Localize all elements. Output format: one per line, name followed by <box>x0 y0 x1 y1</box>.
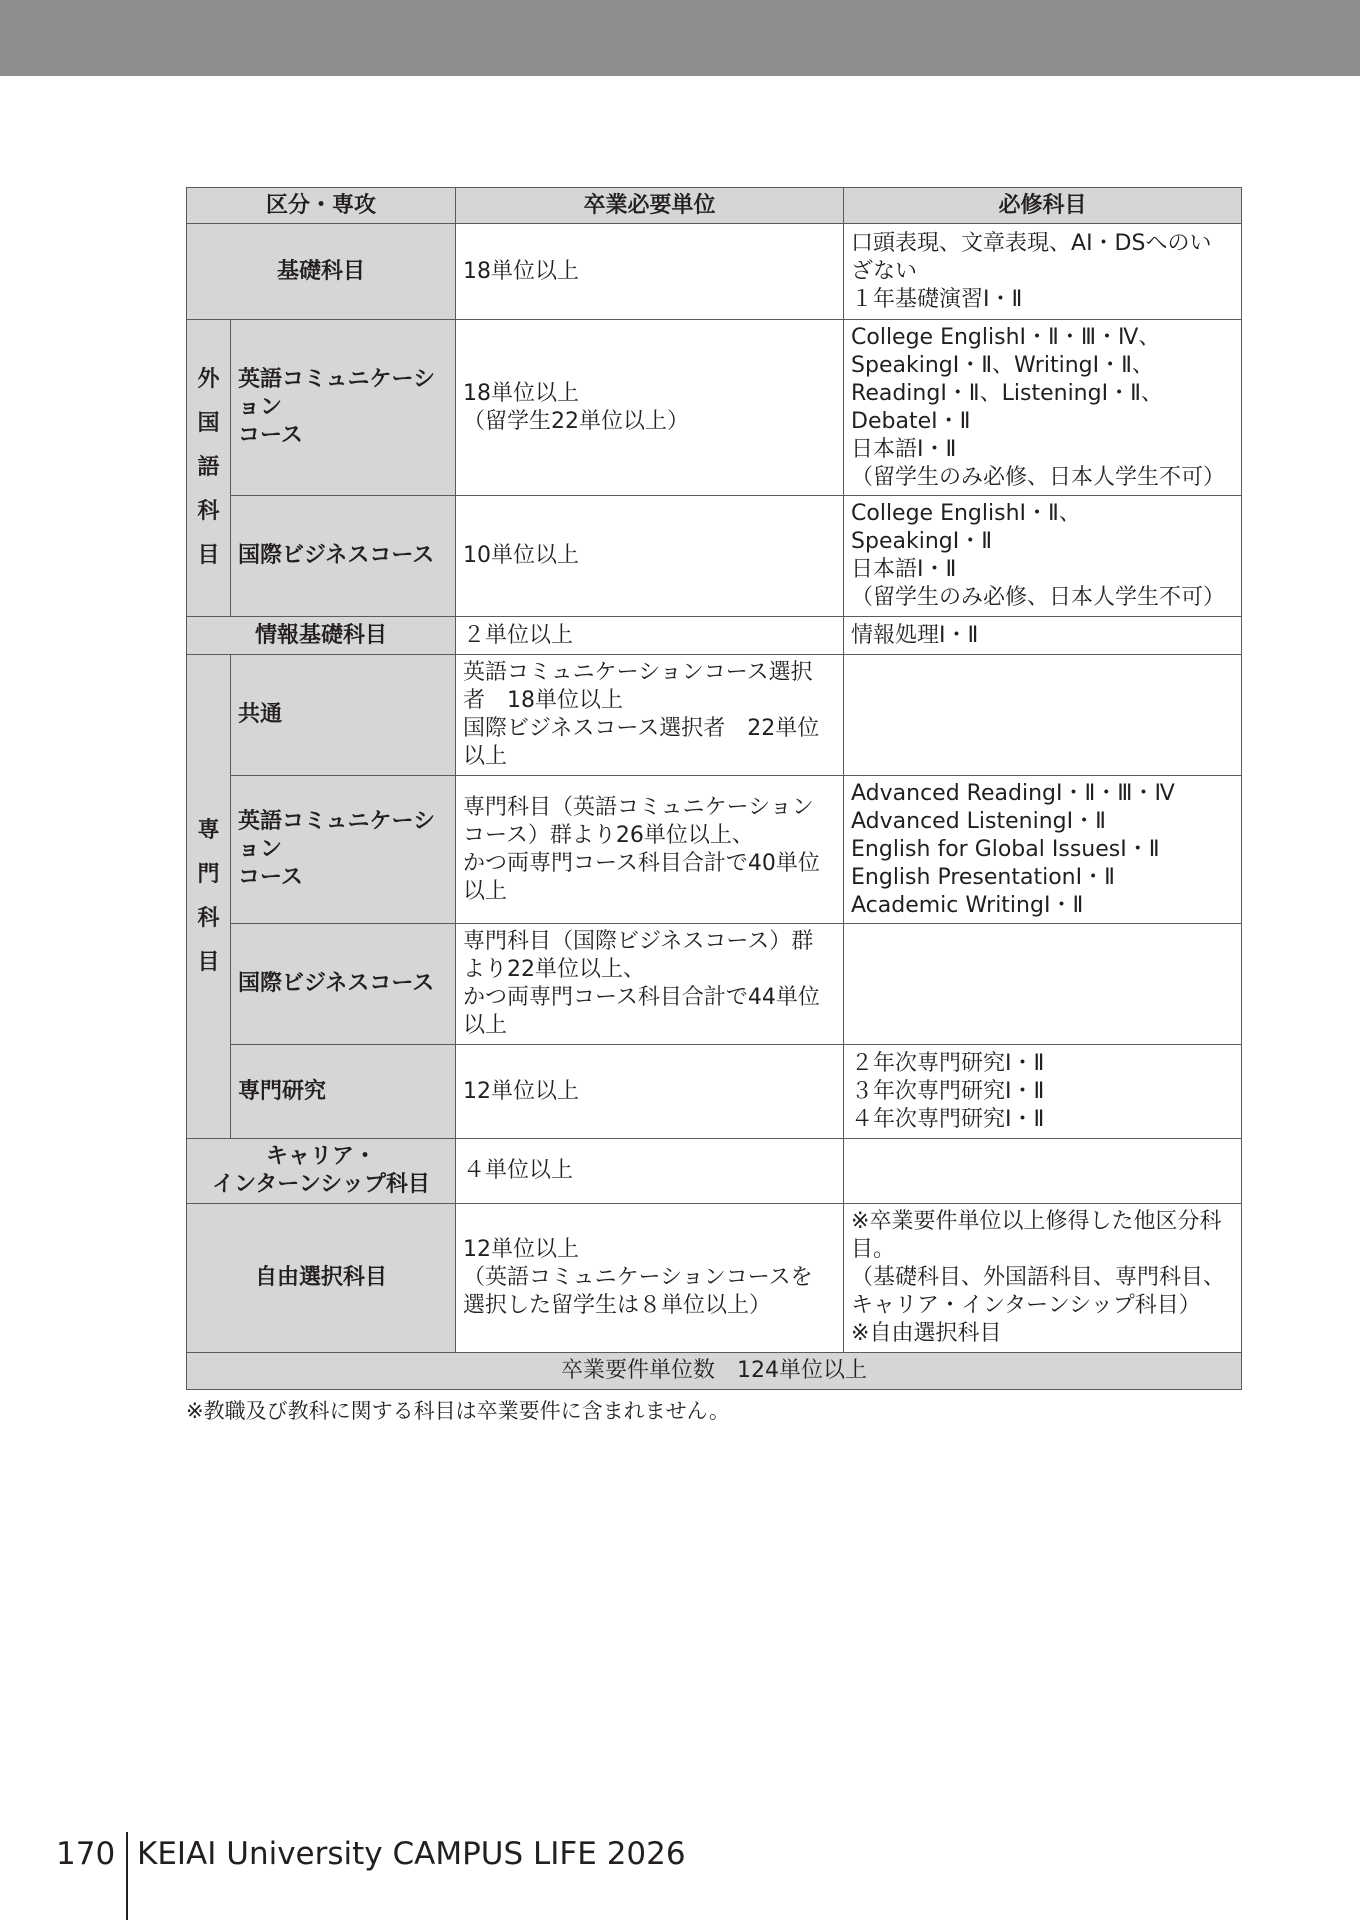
joho-units: ２単位以上 <box>456 617 844 655</box>
gaikokugo-english-required: College EnglishⅠ・Ⅱ・Ⅲ・Ⅳ、 SpeakingⅠ・Ⅱ、WritingⅠ・Ⅱ、 ReadingⅠ・Ⅱ、ListeningⅠ・Ⅱ、 DebateⅠ・Ⅱ 日本語Ⅰ・Ⅱ （留学生のみ必修、日本人学生不可） <box>844 320 1242 496</box>
table-row <box>187 1139 1242 1204</box>
table-row <box>187 776 1242 924</box>
gaikokugo-group-label: 外 国 語 科 目 <box>187 320 231 617</box>
header-category: 区分・専攻 <box>187 188 456 224</box>
jiyu-required: ※卒業要件単位以上修得した他区分科 目。 （基礎科目、外国語科目、専門科目、 キャリア・インターンシップ科目） ※自由選択科目 <box>844 1204 1242 1353</box>
senmon-common-label: 共通 <box>231 655 456 776</box>
footer-divider <box>126 1832 128 1920</box>
table-row <box>187 224 1242 320</box>
senmon-english-required: Advanced ReadingⅠ・Ⅱ・Ⅲ・Ⅳ Advanced ListeningⅠ・Ⅱ English for Global IssuesⅠ・Ⅱ English PresentationⅠ・Ⅱ Academic WritingⅠ・Ⅱ <box>844 776 1242 924</box>
table-footnote: ※教職及び教科に関する科目は卒業要件に含まれません。 <box>186 1399 730 1423</box>
career-required <box>844 1139 1242 1204</box>
table-row <box>187 496 1242 617</box>
gaikokugo-business-label: 国際ビジネスコース <box>231 496 456 617</box>
senmon-common-units: 英語コミュニケーションコース選択 者 18単位以上 国際ビジネスコース選択者 22単位 以上 <box>456 655 844 776</box>
table-header-row <box>187 188 1242 224</box>
career-units: ４単位以上 <box>456 1139 844 1204</box>
joho-label: 情報基礎科目 <box>187 617 456 655</box>
total-units: 卒業要件単位数 124単位以上 <box>187 1353 1242 1390</box>
senmon-research-units: 12単位以上 <box>456 1045 844 1139</box>
table-row <box>187 320 1242 496</box>
publication-title: KEIAI University CAMPUS LIFE 2026 <box>137 1836 686 1872</box>
senmon-common-required <box>844 655 1242 776</box>
header-units: 卒業必要単位 <box>456 188 844 224</box>
kiso-units: 18単位以上 <box>456 224 844 320</box>
kiso-required: 口頭表現、文章表現、AI・DSへのい ざない １年基礎演習Ⅰ・Ⅱ <box>844 224 1242 320</box>
senmon-business-label: 国際ビジネスコース <box>231 924 456 1045</box>
top-header-band <box>0 0 1360 76</box>
career-label: キャリア・ インターンシップ科目 <box>187 1139 456 1204</box>
graduation-requirements-table <box>186 187 1242 1390</box>
senmon-english-units: 専門科目（英語コミュニケーション コース）群より26単位以上、 かつ両専門コース科目合計で40単位 以上 <box>456 776 844 924</box>
gaikokugo-business-required: College EnglishⅠ・Ⅱ、 SpeakingⅠ・Ⅱ 日本語Ⅰ・Ⅱ （留学生のみ必修、日本人学生不可） <box>844 496 1242 617</box>
table-row <box>187 1045 1242 1139</box>
gaikokugo-business-units: 10単位以上 <box>456 496 844 617</box>
senmon-group-label: 専 門 科 目 <box>187 655 231 1139</box>
header-required: 必修科目 <box>844 188 1242 224</box>
senmon-business-required <box>844 924 1242 1045</box>
senmon-english-label: 英語コミュニケーション コース <box>231 776 456 924</box>
senmon-research-required: ２年次専門研究Ⅰ・Ⅱ ３年次専門研究Ⅰ・Ⅱ ４年次専門研究Ⅰ・Ⅱ <box>844 1045 1242 1139</box>
jiyu-units: 12単位以上 （英語コミュニケーションコースを 選択した留学生は８単位以上） <box>456 1204 844 1353</box>
table-row <box>187 617 1242 655</box>
table-row <box>187 655 1242 776</box>
senmon-research-label: 専門研究 <box>231 1045 456 1139</box>
joho-required: 情報処理Ⅰ・Ⅱ <box>844 617 1242 655</box>
gaikokugo-english-units: 18単位以上 （留学生22単位以上） <box>456 320 844 496</box>
total-row <box>187 1353 1242 1390</box>
senmon-business-units: 専門科目（国際ビジネスコース）群 より22単位以上、 かつ両専門コース科目合計で44単位 以上 <box>456 924 844 1045</box>
kiso-label: 基礎科目 <box>187 224 456 320</box>
jiyu-label: 自由選択科目 <box>187 1204 456 1353</box>
table-row <box>187 1204 1242 1353</box>
page-number: 170 <box>56 1836 116 1872</box>
gaikokugo-english-label: 英語コミュニケーション コース <box>231 320 456 496</box>
table-row <box>187 924 1242 1045</box>
